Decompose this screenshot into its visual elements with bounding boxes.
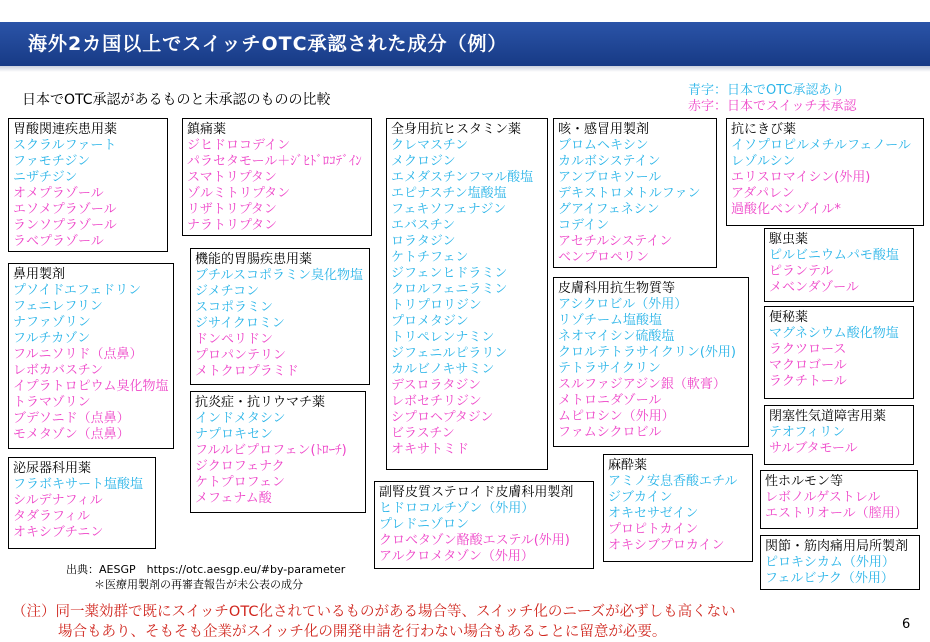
category-box-cough xyxy=(553,118,717,268)
ingredient-item: トリペレンナミン xyxy=(391,330,495,345)
ingredient-item: スルファジアジン銀（軟膏） xyxy=(558,377,726,392)
ingredient-item: マクロゴール xyxy=(769,358,847,373)
ingredient-item: レゾルシン xyxy=(731,154,796,169)
ingredient-item: フェルビナク（外用） xyxy=(765,571,894,586)
ingredient-item: ナプロキセン xyxy=(195,427,274,442)
ingredient-item: ジフェニルピラリン xyxy=(391,346,508,361)
ingredient-item: ジフェンヒドラミン xyxy=(391,266,508,281)
category-title: 抗炎症・抗リウマチ薬 xyxy=(195,395,326,410)
category-box-laxative xyxy=(764,306,914,399)
ingredient-item: プロメタジン xyxy=(391,314,469,329)
subheading: 日本でOTC承認があるものと未承認のものの比較 xyxy=(22,92,331,108)
ingredient-item: クロルテトラサイクリン(外用) xyxy=(558,345,736,360)
ingredient-item: リザトリプタン xyxy=(187,202,277,217)
ingredient-item: ドンペリドン xyxy=(195,332,274,347)
ingredient-item: メフェナム酸 xyxy=(195,491,272,506)
ingredient-item: スクラルファート xyxy=(13,138,117,153)
title-bar xyxy=(0,22,930,66)
category-title: 鎮痛薬 xyxy=(187,122,227,137)
category-title: 駆虫薬 xyxy=(769,232,809,247)
ingredient-item: カルビノキサミン xyxy=(391,362,495,377)
ingredient-item: ジブカイン xyxy=(608,490,673,505)
ingredient-item: ベンプロペリン xyxy=(558,250,650,265)
ingredient-item: プソイドエフェドリン xyxy=(13,283,142,298)
ingredient-item: ゾルミトリプタン xyxy=(187,186,291,201)
category-box-antihistamine xyxy=(386,118,548,470)
ingredient-item: フルチカゾン xyxy=(13,331,91,346)
ingredient-item: ファムシクロビル xyxy=(558,425,662,440)
ingredient-item: クロルフェニラミン xyxy=(391,282,508,297)
ingredient-item: テオフィリン xyxy=(769,425,846,440)
ingredient-item: タダラフィル xyxy=(13,509,90,524)
ingredient-item: クレマスチン xyxy=(391,138,469,153)
ingredient-item: シルデナフィル xyxy=(13,493,103,508)
ingredient-item: トラマゾリン xyxy=(13,395,91,410)
ingredient-item: デキストロメトルファン xyxy=(558,186,701,201)
ingredient-item: カルボシステイン xyxy=(558,154,661,169)
ingredient-item: グアイフェネシン xyxy=(558,202,660,217)
ingredient-item: ムピロシン（外用） xyxy=(558,409,675,424)
footnote-line-1: （注）同一薬効群で既にスイッチOTC化されているものがある場合等、スイッチ化のニーズが必ずしも高くない xyxy=(12,604,736,620)
category-title: 抗にきび薬 xyxy=(731,122,797,137)
footnote-line-2: 場合もあり、そもそも企業がスイッチ化の開発申請を行わない場合もあることに留意が必要。 xyxy=(58,624,667,640)
ingredient-item: コデイン xyxy=(558,218,610,233)
ingredient-item: ブチルスコポラミン臭化物塩 xyxy=(195,268,363,283)
ingredient-item: ラクチトール xyxy=(769,374,847,389)
ingredient-item: ケトプロフェン xyxy=(195,475,285,490)
ingredient-item: メトロニダゾール xyxy=(558,393,662,408)
ingredient-item: ネオマイシン硫酸塩 xyxy=(558,329,675,344)
ingredient-item: フェニレフリン xyxy=(13,299,103,314)
ingredient-item: ブデソニド（点鼻） xyxy=(13,411,130,426)
legend-blue: 青字：日本でOTC承認あり xyxy=(688,83,845,98)
ingredient-item: レボセチリジン xyxy=(391,394,482,409)
ingredient-item: メベンダゾール xyxy=(769,280,859,295)
ingredient-item: オキサトミド xyxy=(391,442,470,457)
category-title: 泌尿器科用薬 xyxy=(13,461,92,476)
ingredient-item: ヒドロコルチゾン（外用） xyxy=(379,501,535,516)
source-citation: 出典：AESGP https://otc.aesgp.eu/#by-parameter xyxy=(66,563,346,576)
ingredient-item: ロラタジン xyxy=(391,234,456,249)
category-box-corticosteroid xyxy=(374,481,594,569)
ingredient-item: プロピトカイン xyxy=(608,522,699,537)
legend-pink: 赤字：日本でスイッチ未承認 xyxy=(688,99,857,114)
ingredient-item: フェキソフェナジン xyxy=(391,202,507,217)
category-title: 便秘薬 xyxy=(769,310,809,325)
ingredient-item: フルニソリド（点鼻） xyxy=(13,347,143,362)
ingredient-item: クロベタゾン酪酸エステル(外用) xyxy=(379,533,570,548)
ingredient-item: エピナスチン塩酸塩 xyxy=(391,186,507,201)
ingredient-item: アルクロメタゾン（外用） xyxy=(379,549,534,564)
ingredient-item: プレドニゾロン xyxy=(379,517,469,532)
category-box-anesthetic xyxy=(603,454,753,562)
ingredient-item: ファモチジン xyxy=(13,154,91,169)
category-box-acne xyxy=(726,118,924,226)
ingredient-item: オキシブプロカイン xyxy=(608,538,725,553)
ingredient-item: ナラトリプタン xyxy=(187,218,278,233)
ingredient-item: ラクツロース xyxy=(769,342,847,357)
ingredient-item: ラベプラゾール xyxy=(13,234,104,249)
ingredient-item: スマトリプタン xyxy=(187,170,277,185)
source-note: ＊医療用製剤の再審査報告が未公表の成分 xyxy=(94,578,303,591)
ingredient-item: アミノ安息香酸エチル xyxy=(608,474,738,489)
category-box-urology xyxy=(8,457,156,549)
ingredient-item: プロパンテリン xyxy=(195,348,287,363)
category-title: 全身用抗ヒスタミン薬 xyxy=(391,122,522,137)
ingredient-item: アセチルシステイン xyxy=(558,234,673,249)
ingredient-item: マグネシウム酸化物塩 xyxy=(769,326,899,341)
ingredient-item: レボカバスチン xyxy=(13,363,104,378)
ingredient-item: フルルビプロフェン(ﾄﾛｰﾁ) xyxy=(195,443,347,458)
ingredient-item: メトクロプラミド xyxy=(195,364,299,379)
ingredient-item: オメプラゾール xyxy=(13,186,104,201)
category-title: 胃酸関連疾患用薬 xyxy=(13,122,118,137)
ingredient-item: ブロムヘキシン xyxy=(558,138,649,153)
ingredient-item: エメダスチンフマル酸塩 xyxy=(391,170,534,185)
category-box-derm_antibiotic xyxy=(553,277,749,447)
ingredient-item: アダパレン xyxy=(731,186,795,201)
ingredient-item: オキシブチニン xyxy=(13,525,104,540)
category-box-airway xyxy=(764,405,914,465)
ingredient-item: ニザチジン xyxy=(13,170,78,185)
category-box-antiinflam xyxy=(190,391,366,513)
ingredient-item: ピロキシカム（外用） xyxy=(765,555,895,570)
ingredient-item: エバスチン xyxy=(391,218,456,233)
ingredient-item: ジヒドロコデイン xyxy=(187,138,291,153)
ingredient-item: ランソプラゾール xyxy=(13,218,117,233)
category-title: 機能的胃腸疾患用薬 xyxy=(195,252,313,267)
category-title: 性ホルモン等 xyxy=(765,474,844,489)
ingredient-item: デスロラタジン xyxy=(391,378,482,393)
ingredient-item: ジメチコン xyxy=(195,284,260,299)
title-shadow xyxy=(0,66,930,72)
category-box-gi xyxy=(190,248,370,385)
ingredient-item: モメタゾン（点鼻） xyxy=(13,427,130,442)
category-box-anthelmintic xyxy=(764,228,914,302)
category-title: 麻酔薬 xyxy=(608,458,648,473)
ingredient-item: ジサイクロミン xyxy=(195,316,285,331)
ingredient-item: サルブタモール xyxy=(769,441,858,456)
category-title: 関節・筋肉痛用局所製剤 xyxy=(765,539,909,554)
ingredient-item: イプラトロピウム臭化物塩 xyxy=(13,379,169,394)
ingredient-item: パラセタモール＋ｼﾞﾋﾄﾞﾛｺﾃﾞｲﾝ xyxy=(187,154,362,169)
ingredient-item: フラボキサート塩酸塩 xyxy=(13,477,144,492)
ingredient-item: スコポラミン xyxy=(195,300,274,315)
ingredient-item: テトラサイクリン xyxy=(558,361,661,376)
ingredient-item: トリプロリジン xyxy=(391,298,482,313)
ingredient-item: インドメタシン xyxy=(195,411,286,426)
ingredient-item: メクロジン xyxy=(391,154,456,169)
ingredient-item: アシクロビル（外用） xyxy=(558,297,688,312)
category-title: 咳・感冒用製剤 xyxy=(558,122,650,137)
category-title: 副腎皮質ステロイド皮膚科用製剤 xyxy=(379,485,574,500)
category-box-nasal xyxy=(8,263,174,449)
page-number: 6 xyxy=(902,617,911,632)
ingredient-item: アンブロキソール xyxy=(558,170,662,185)
ingredient-item: ピランテル xyxy=(769,264,834,279)
ingredient-item: エソメプラゾール xyxy=(13,202,117,217)
ingredient-item: オキセサゼイン xyxy=(608,506,699,521)
category-box-joint xyxy=(760,535,920,590)
ingredient-item: ピルビニウムパモ酸塩 xyxy=(769,248,899,263)
category-box-gastric xyxy=(8,118,168,252)
ingredient-item: 過酸化ベンゾイル* xyxy=(731,202,841,217)
ingredient-item: レボノルゲストレル xyxy=(765,490,881,505)
ingredient-item: ビラスチン xyxy=(391,426,455,441)
category-title: 鼻用製剤 xyxy=(13,267,66,282)
category-box-hormone xyxy=(760,470,918,529)
category-title: 閉塞性気道障害用薬 xyxy=(769,409,887,424)
ingredient-item: ナファゾリン xyxy=(13,315,91,330)
ingredient-item: エストリオール（膣用） xyxy=(765,506,908,521)
ingredient-item: エリスロマイシン(外用) xyxy=(731,170,871,185)
ingredient-item: イソプロピルメチルフェノール xyxy=(731,138,911,153)
ingredient-item: シプロヘプタジン xyxy=(391,410,494,425)
category-title: 皮膚科用抗生物質等 xyxy=(558,281,676,296)
page-title: 海外2カ国以上でスイッチOTC承認された成分（例） xyxy=(28,33,508,55)
ingredient-item: ジクロフェナク xyxy=(195,459,285,474)
ingredient-item: リゾチーム塩酸塩 xyxy=(558,313,663,328)
category-box-analgesic xyxy=(182,118,372,236)
ingredient-item: ケトチフェン xyxy=(391,250,469,265)
